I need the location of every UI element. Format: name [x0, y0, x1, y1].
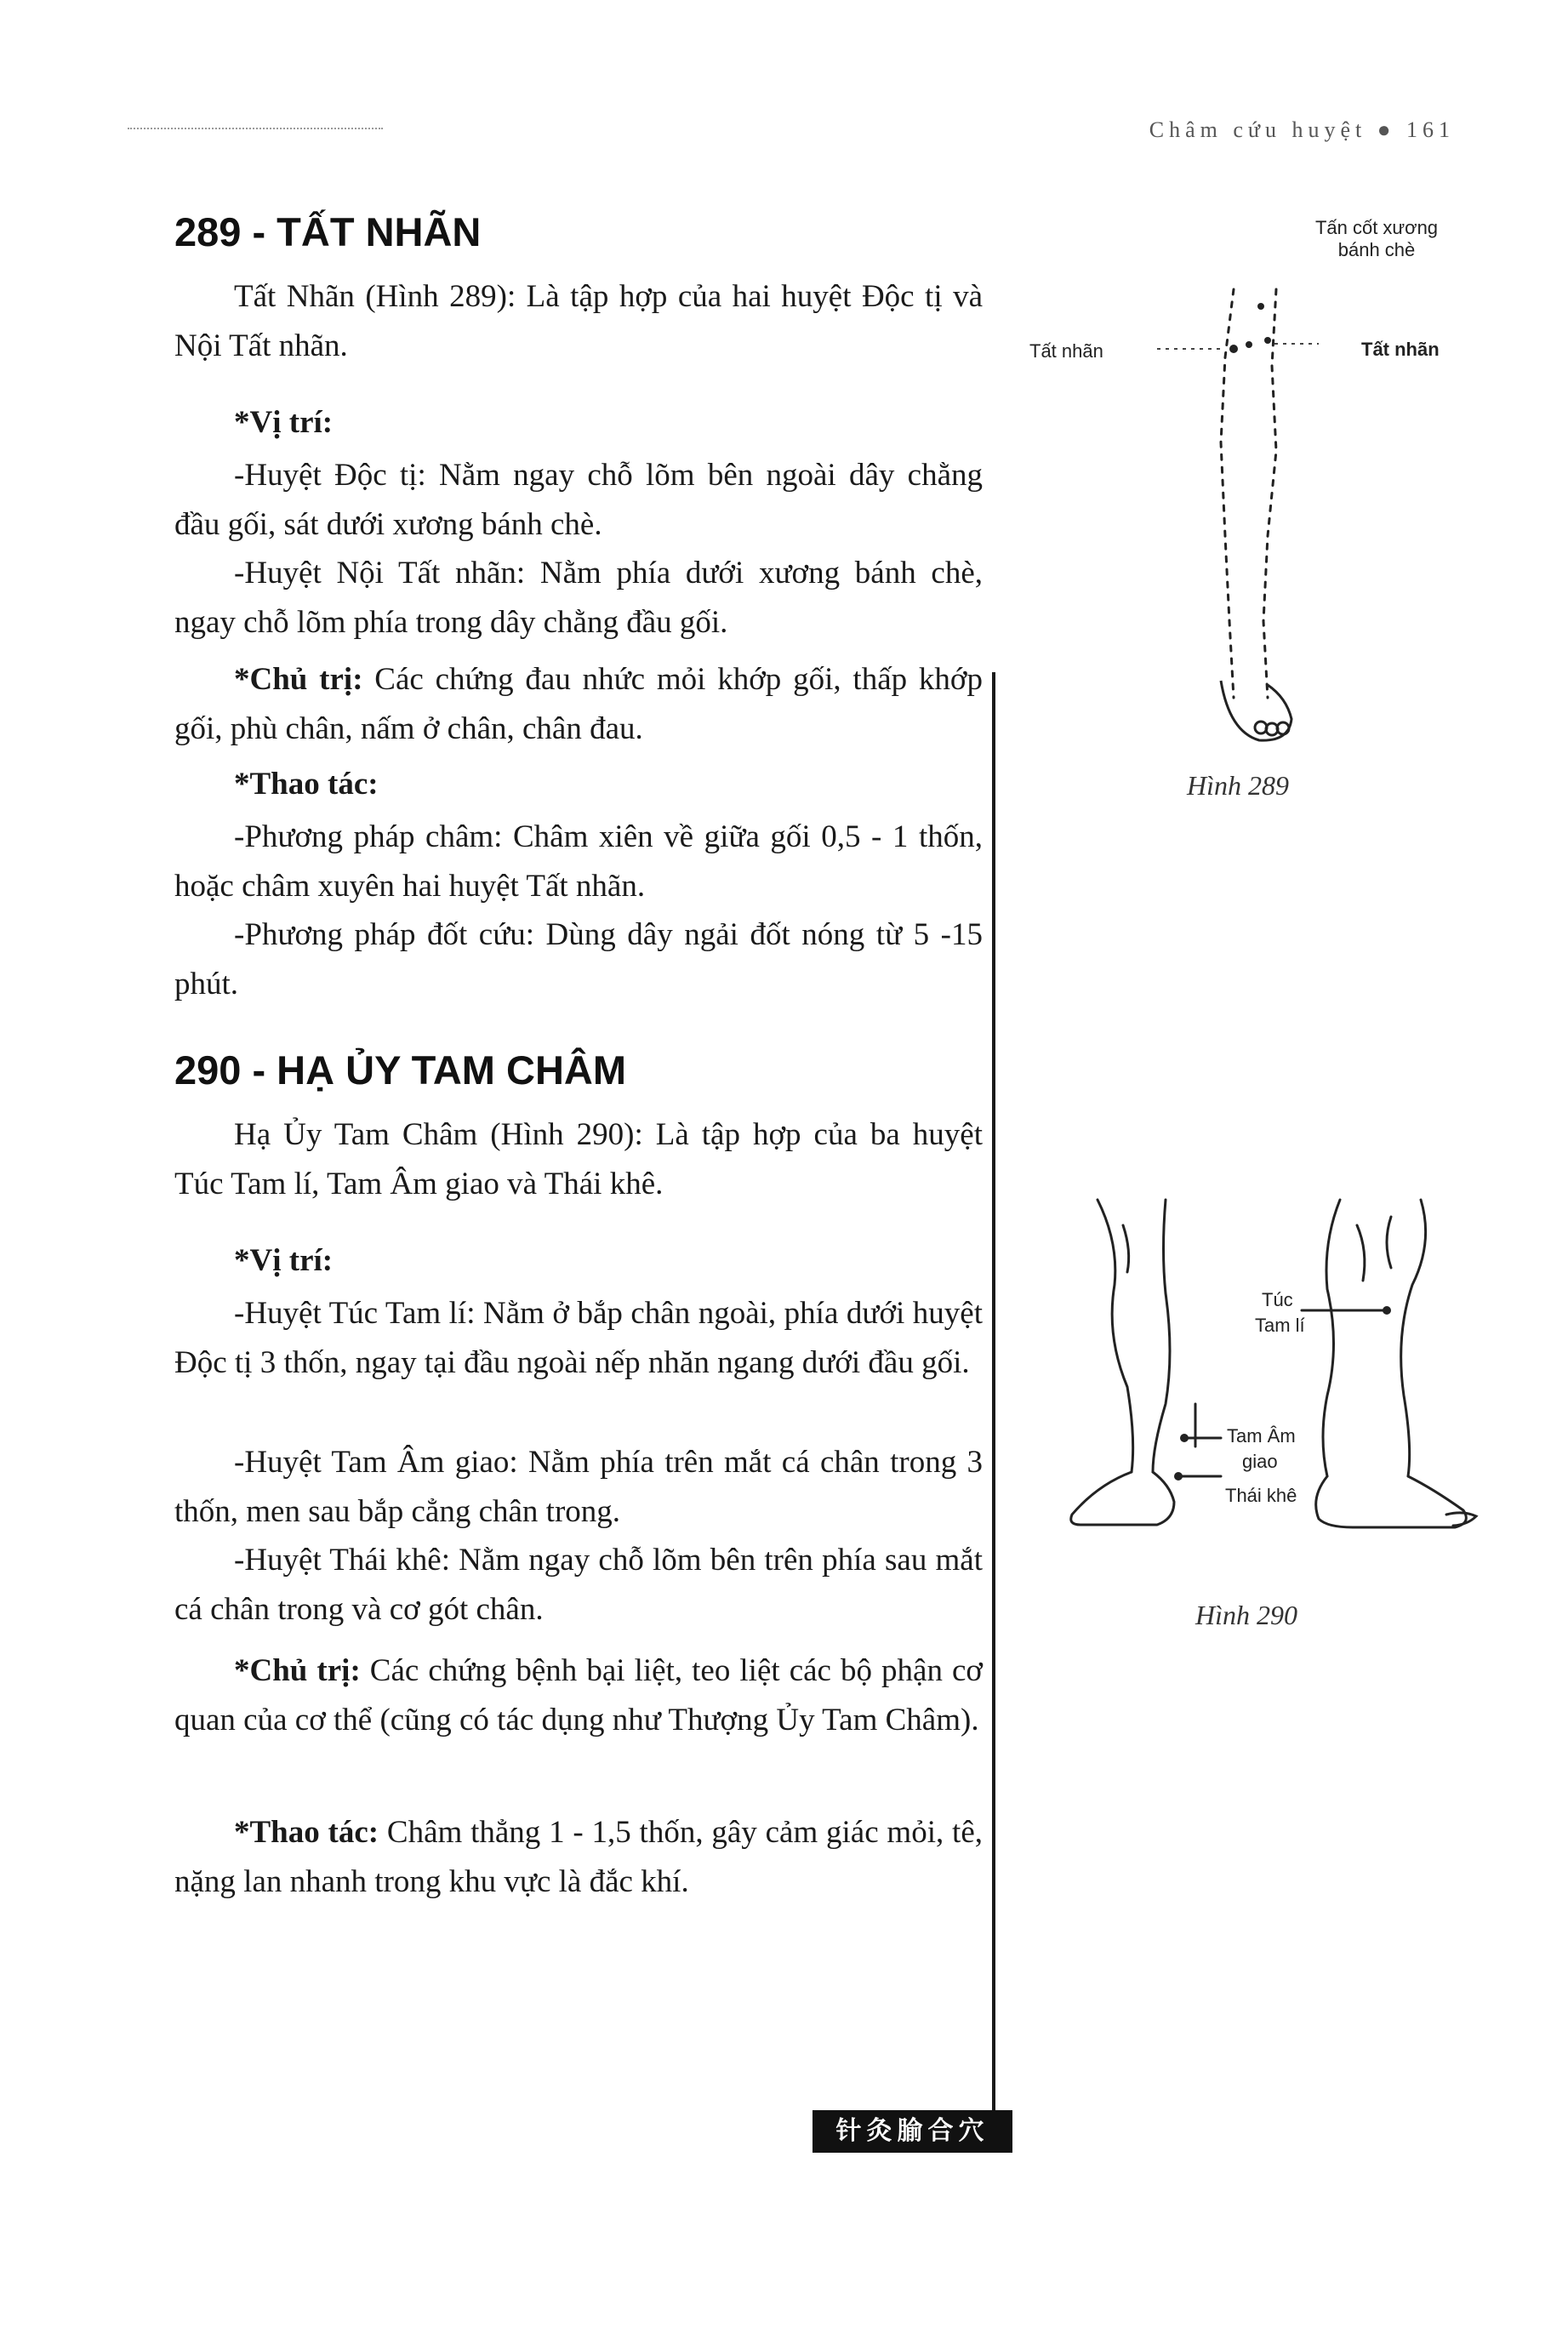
column-divider — [992, 672, 995, 2136]
section-290-indications-text: Các chứng bệnh bại liệt, teo liệt các bộ phận cơ quan của cơ thể (cũng có tác dụng như Thượng Ủy Tam Châm). — [174, 1653, 983, 1737]
section-290-location-item: -Huyệt Thái khê: Nằm ngay chỗ lõm bên trên phía sau mắt cá chân trong và cơ gót chân. — [174, 1543, 983, 1627]
section-289-location-item: -Huyệt Nội Tất nhãn: Nằm phía dưới xương bánh chè, ngay chỗ lõm phía trong dây chằng đầu gối. — [174, 556, 983, 640]
section-289-technique-label: *Thao tác: — [234, 767, 379, 802]
section-289-technique-item: -Phương pháp châm: Châm xiên về giữa gối 0,5 - 1 thốn, hoặc châm xuyên hai huyệt Tất nhãn. — [174, 819, 983, 904]
header-rule — [128, 128, 383, 129]
section-289-indications — [174, 655, 983, 754]
figure-289-label-right: Tất nhãn — [1361, 339, 1440, 360]
section-290-location-label: *Vị trí: — [234, 1243, 334, 1278]
figure-290-label-giao: giao — [1242, 1451, 1278, 1472]
figure-290-label-tamam: Tam Âm — [1227, 1425, 1296, 1446]
section-290-location-item: -Huyệt Tam Âm giao: Nằm phía trên mắt cá chân trong 3 thốn, men sau bắp cẳng chân trong. — [174, 1445, 983, 1529]
figure-289-leg-illustration — [1140, 255, 1353, 749]
figure-289-caption: Hình 289 — [1187, 770, 1289, 801]
section-290-technique — [174, 1808, 983, 1907]
section-289-indications-label: *Chủ trị: — [234, 662, 363, 697]
section-290-intro: Hạ Ủy Tam Châm (Hình 290): Là tập hợp của ba huyệt Túc Tam lí, Tam Âm giao và Thái khê. — [174, 1117, 983, 1201]
figure-290-caption: Hình 290 — [1195, 1600, 1297, 1630]
figure-289-label-kneecap: Tấn cốt xương bánh chè — [1314, 217, 1439, 260]
figure-290-label-thaikhe: Thái khê — [1225, 1485, 1297, 1506]
section-289-indications-text: Các chứng đau nhức mỏi khớp gối, thấp khớp gối, phù chân, nấm ở chân, chân đau. — [174, 662, 983, 746]
section-290-technique-label: *Thao tác: — [234, 1815, 379, 1850]
footer-badge: 针灸腧合穴 — [813, 2110, 1012, 2153]
figure-290-label-tamli: Tam lí — [1255, 1315, 1305, 1336]
running-header: Châm cứu huyệt ● 161 — [1149, 117, 1455, 142]
section-289-title: 289 - TẤT NHÃN — [174, 209, 482, 254]
figure-289-label-left: Tất nhãn — [1029, 340, 1103, 362]
section-289-location-label: *Vị trí: — [234, 405, 334, 440]
section-290-title: 290 - HẠ ỦY TAM CHÂM — [174, 1047, 626, 1093]
section-290-indications — [174, 1646, 983, 1745]
section-289-location-item: -Huyệt Độc tị: Nằm ngay chỗ lõm bên ngoài dây chằng đầu gối, sát dưới xương bánh chè. — [174, 458, 983, 542]
section-289-intro: Tất Nhãn (Hình 289): Là tập hợp của hai huyệt Độc tị và Nội Tất nhãn. — [174, 279, 983, 363]
section-290-technique-text: Châm thẳng 1 - 1,5 thốn, gây cảm giác mỏi, tê, nặng lan nhanh trong khu vực là đắc khí. — [174, 1815, 983, 1899]
figure-290-label-tuc: Túc — [1262, 1289, 1293, 1310]
section-290-location-item: -Huyệt Túc Tam lí: Nằm ở bắp chân ngoài, phía dưới huyệt Độc tị 3 thốn, ngay tại đầu ngoài nếp nhăn ngang dưới đầu gối. — [174, 1296, 983, 1380]
section-290-indications-label: *Chủ trị: — [234, 1653, 361, 1688]
section-289-technique-item: -Phương pháp đốt cứu: Dùng dây ngải đốt nóng từ 5 -15 phút. — [174, 917, 983, 1001]
